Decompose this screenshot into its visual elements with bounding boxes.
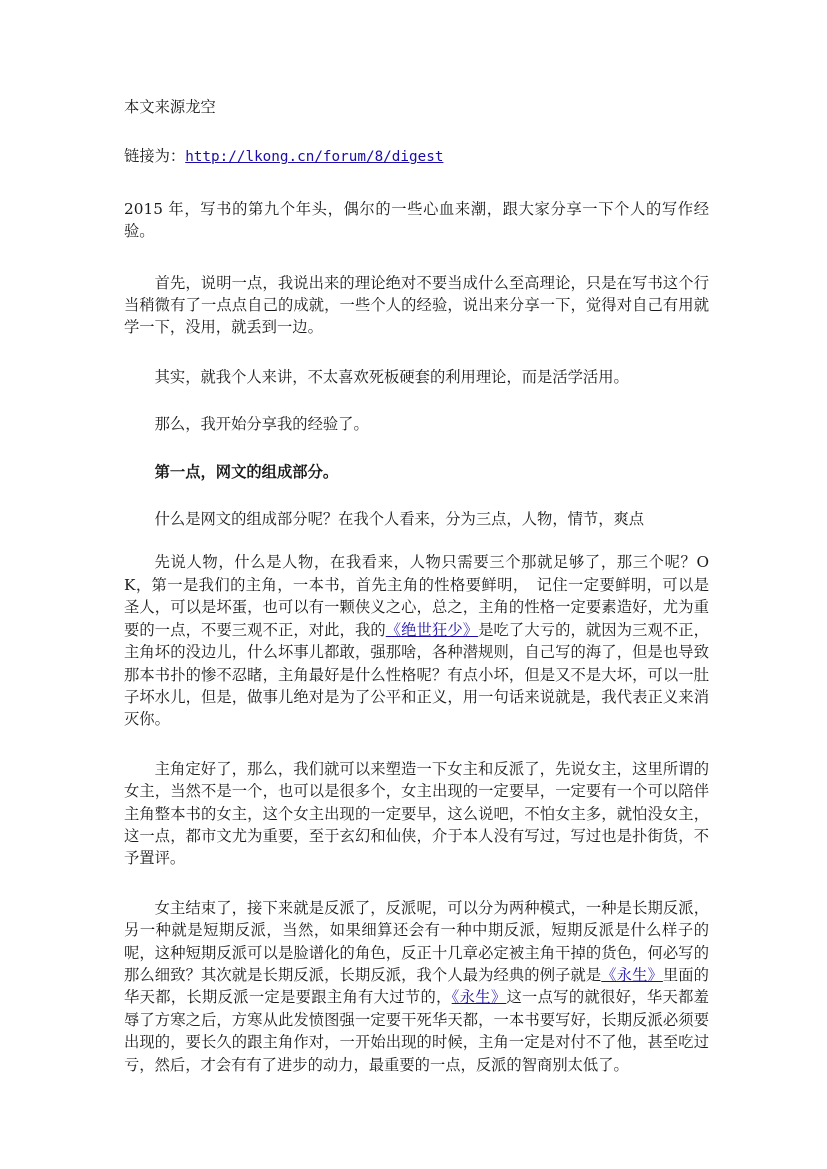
book-link-yongsheng-2[interactable]: 《永生》 <box>451 988 507 1007</box>
heroine-paragraph: 主角定好了，那么，我们就可以来塑造一下女主和反派了，先说女主，这里所谓的女主，当然不是一个，也可以是很多个，女主出现的一定要早，一定要有一个可以陪伴主角整本书的女主，这个女主出现的一定要早，这么说吧，不怕女主多，就怕没女主，这一点，都市文尤为重要，至于玄幻和仙侠，介于本人没有写过，写过也是扑街货，不予置评。 <box>124 759 709 868</box>
villain-text-3: 这一点写的就很好，华天都羞辱了方寒之后，方寒从此发愤图强一定要干死华天都，一本书要写好，长期反派必须要出现的，要长久的跟主角作对，一开始出现的时候，主角一定是对付不了他，甚至吃过亏，然后，才会有有了进步的动力，最重要的一点，反派的智商别太低了。 <box>124 988 709 1074</box>
components-paragraph: 什么是网文的组成部分呢？在我个人看来，分为三点，人物，情节，爽点 <box>154 510 645 529</box>
character-text-after: 是吃了大亏的，就因为三观不正，主角坏的没边儿，什么坏事儿都敢，强那啥，各种潜规则，自己写的海了，但是也导致那本书扑的惨不忍睹，主角最好是什么性格呢？有点小坏，但是又不是大坏，可以一肚子坏水儿，但是，做事儿绝对是为了公平和正义，用一句话来说就是，我代表正义来消灭你。 <box>124 620 709 729</box>
begin-paragraph: 那么，我开始分享我的经验了。 <box>154 415 369 434</box>
villain-paragraph <box>124 897 709 1076</box>
disclaimer-paragraph: 首先，说明一点，我说出来的理论绝对不要当成什么至高理论，只是在写书这个行当稍微有了一点点自己的成就，一些个人的经验，说出来分享一下，觉得对自己有用就学一下，没用，就丢到一边。 <box>124 273 709 337</box>
book-link-yongsheng[interactable]: 《永生》 <box>601 965 663 984</box>
practice-paragraph: 其实，就我个人来讲，不太喜欢死板硬套的利用理论，而是活学活用。 <box>154 367 629 386</box>
section-heading: 第一点，网文的组成部分。 <box>154 462 339 481</box>
source-line: 本文来源龙空 <box>124 98 216 116</box>
character-paragraph <box>124 551 709 730</box>
book-link-jueshi[interactable]: 《绝世狂少》 <box>385 620 479 639</box>
source-link[interactable]: http://lkong.cn/forum/8/digest <box>185 149 444 166</box>
source-link-label: 链接为： <box>124 147 186 166</box>
document-page <box>124 96 709 1076</box>
character-text-before: 先说人物，什么是人物，在我看来，人物只需要三个那就足够了，那三个呢？OK，第一是我们的主角，一本书，首先主角的性格要鲜明， 记住一定要鲜明，可以是圣人，可以是坏蛋，也可以有一颗侠义之心，总之，主角的性格一定要素造好，尤为重要的一点，不要三观不正，对此，我的 <box>124 553 709 639</box>
source-link-line <box>124 145 709 168</box>
villain-text-1: 女主结束了，接下来就是反派了，反派呢，可以分为两种模式，一种是长期反派，另一种就是短期反派，当然，如果细算还会有一种中期反派，短期反派是什么样子的呢，这种短期反派可以是脸谱化的角色，反正十几章必定被主角干掉的货色，何必写的那么细致？其次就是长期反派，长期反派，我个人最为经典的例子就是 <box>124 898 709 984</box>
intro-paragraph: 2015 年，写书的第九个年头，偶尔的一些心血来潮，跟大家分享一下个人的写作经验。 <box>124 199 709 241</box>
villain-text-2: 里面的华天都，长期反派一定是要跟主角有大过节的， <box>124 965 709 1007</box>
